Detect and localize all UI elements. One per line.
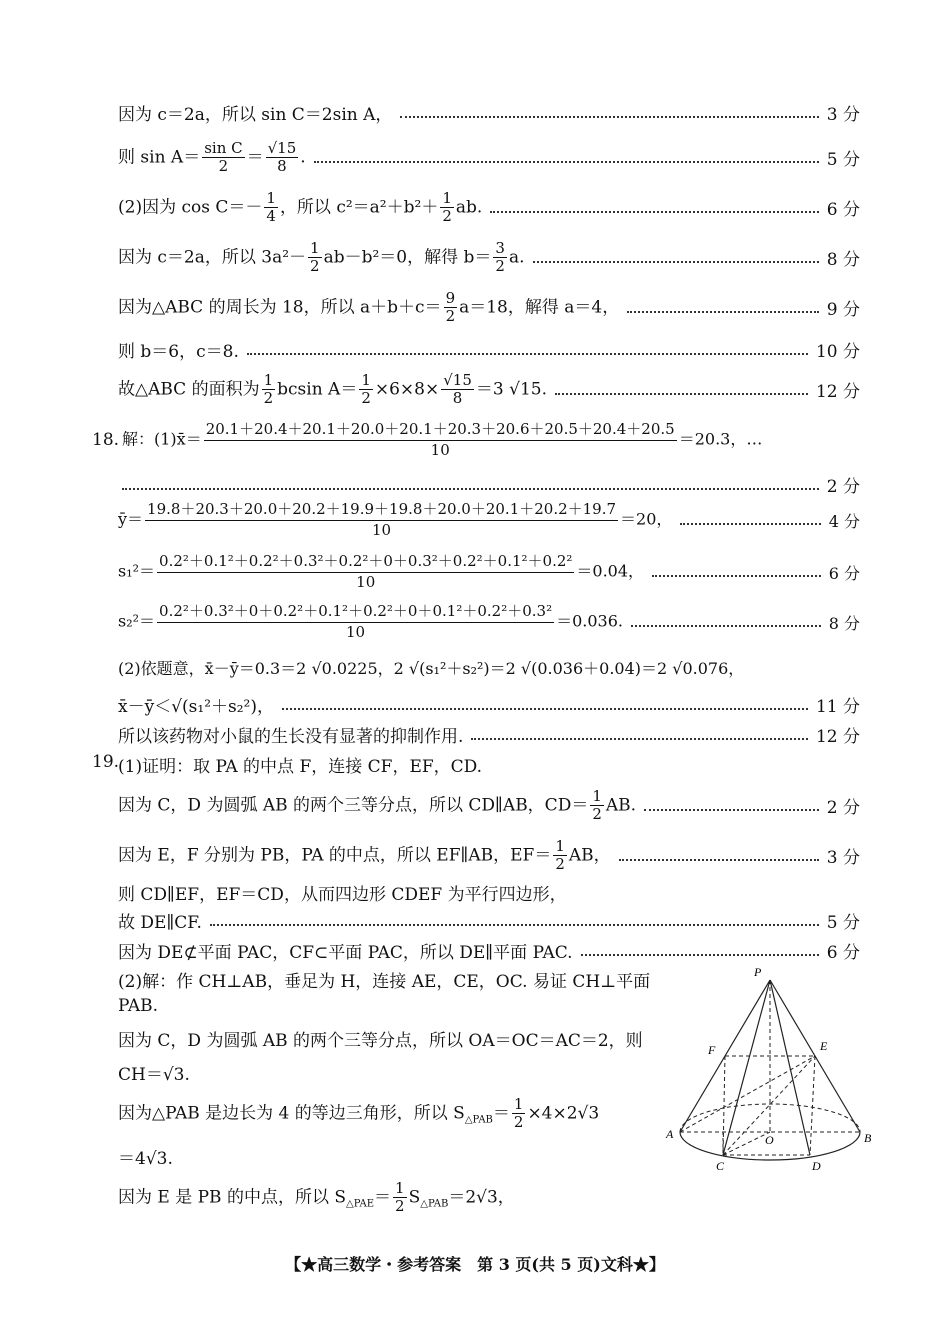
fraction: $\frac{1}{2}$: [592, 787, 602, 824]
answer-line: 因为 DE⊄平面 PAC，CF⊂平面 PAC，所以 DE∥平面 PAC. 6 分: [118, 938, 860, 963]
answer-line: 因为 C，D 为圆弧 AB 的两个三等分点，所以 OA＝OC＝AC＝2，则: [118, 1031, 643, 1051]
dot-leader: [122, 488, 819, 490]
answer-line: 因为△ABC 的周长为 18，所以 a＋b＋c＝ $\frac{9}{2}$ a＝18，解得 a＝4， 9 分: [118, 289, 860, 326]
edge-PC: [723, 980, 770, 1155]
answer-line: CH＝√3.: [118, 1065, 190, 1085]
answer-line: 故△ABC 的面积为 $\frac{1}{2}$ bcsin A＝ $\frac{1}{2}$ ×6×8× $\frac{√15}{8}$ ＝3 √15. 12 分: [118, 371, 860, 408]
answer-line: s₁²＝ $\frac{\text{0.2²＋0.1²＋0.2²＋0.3²＋0.2²＋0＋0.3²＋0.2²＋0.1²＋0.2²}}{10}$ ＝0.04， 6 分: [118, 552, 860, 591]
answer-line: [118, 100, 860, 125]
score: 6 分: [826, 200, 860, 221]
dot-leader: [631, 625, 821, 627]
dot-leader: [581, 954, 819, 956]
score: 8 分: [828, 613, 860, 633]
answer-line: 因为 E，F 分别为 PB，PA 的中点，所以 EF∥AB，EF＝ $\frac{1}{2}$ AB， 3 分: [118, 837, 860, 874]
cone-diagram: [660, 962, 880, 1182]
fraction: $\frac{9}{2}$: [445, 289, 456, 326]
segment-ED: [810, 1056, 815, 1155]
label-O: O: [765, 1133, 774, 1147]
label-P: P: [754, 965, 762, 979]
score: 12 分: [815, 727, 860, 747]
fraction: $\frac{1}{2}$: [263, 371, 274, 408]
fraction: $\frac{1}{2}$: [310, 239, 320, 276]
page-footer: 【★高三数学・参考答案 第 3 页(共 5 页)文科★】: [285, 1255, 665, 1274]
score: 10 分: [815, 342, 860, 362]
dot-leader: [644, 809, 819, 811]
score: 3 分: [826, 105, 860, 125]
fraction: $\frac{19.8+20.3+20.0+20.2+19.9+19.8+20.0+20.1+20.2+19.7}{10}$: [147, 500, 617, 539]
cone-figure: [660, 962, 880, 1182]
answer-line: x̄－ȳ＜√(s₁²＋s₂²)， 11 分: [118, 692, 860, 717]
question-number: 19.: [92, 752, 120, 772]
fraction: $\frac{1}{4}$: [266, 189, 276, 226]
score: 2 分: [826, 477, 860, 497]
fraction: $\frac{1}{2}$: [442, 189, 452, 226]
fraction: $\frac{\text{0.2²＋0.1²＋0.2²＋0.3²＋0.2²＋0＋0.3²＋0.2²＋0.1²＋0.2²}}{10}$: [159, 552, 573, 591]
dot-leader: [533, 261, 819, 263]
score: 5 分: [826, 913, 860, 933]
answer-line: 因为 c＝2a，所以 3a²－ $\frac{1}{2}$ ab－b²＝0，解得 b＝ $\frac{3}{2}$ a. 8 分: [118, 239, 860, 276]
fraction: $\frac{3}{2}$: [495, 239, 505, 276]
answer-line: 因为 E 是 PB 的中点，所以 $S_{\triangle PAE}=$ $\frac{1}{2}$ $S_{\triangle PAB}=2√3$，: [118, 1179, 515, 1216]
answer-line: 因为△PAB 是边长为 4 的等边三角形，所以 $S_{\triangle PAB}=$ $\frac{1}{2}$ ×4×2√3: [118, 1095, 600, 1132]
fraction: $\frac{1}{2}$: [513, 1095, 524, 1132]
answer-line: 所以该药物对小鼠的生长没有显著的抑制作用. 12 分: [118, 722, 860, 747]
answer-line: 则 b＝6，c＝8. 10 分: [118, 337, 860, 362]
fraction: $\frac{20.1+20.4+20.1+20.0+20.1+20.3+20.6+20.5+20.4+20.5}{10}$: [205, 420, 675, 459]
dot-leader: [619, 859, 819, 861]
answer-line: 则 sin A＝ $\frac{\text{sin C}}{2}$ ＝ $\frac{√15}{8}$ . 5 分: [118, 139, 860, 176]
score: 3 分: [826, 848, 860, 869]
fraction: $\frac{1}{2}$: [361, 371, 371, 408]
dot-leader: [247, 353, 808, 355]
label-E: E: [820, 1039, 828, 1053]
dot-leader: [652, 575, 821, 577]
score: 12 分: [815, 382, 860, 403]
dot-leader: [314, 161, 819, 163]
score: 8 分: [826, 250, 860, 271]
answer-line: 解：(1)x̄＝ $\frac{20.1+20.4+20.1+20.0+20.1+20.3+20.6+20.5+20.4+20.5}{10}$ ＝20.3，…: [122, 420, 763, 459]
fraction: $\frac{\text{0.2²＋0.3²＋0＋0.2²＋0.1²＋0.2²＋0＋0.1²＋0.2²＋0.3²}}{10}$: [159, 602, 553, 641]
label-B: B: [864, 1131, 872, 1145]
answer-line: (2)解：作 CH⊥AB，垂足为 H，连接 AE，CE，OC. 易证 CH⊥平面: [118, 972, 651, 992]
answer-line: 则 CD∥EF，EF＝CD，从而四边形 CDEF 为平行四边形，: [118, 885, 567, 905]
answer-line: 故 DE∥CF. 5 分: [118, 908, 860, 933]
dot-leader: [680, 523, 820, 525]
answer-line: 因为 C，D 为圆弧 AB 的两个三等分点，所以 CD∥AB，CD＝ $\frac{1}{2}$ AB. 2 分: [118, 787, 860, 824]
score: 11 分: [815, 697, 860, 717]
dot-leader: [627, 311, 819, 313]
dot-leader: [400, 116, 818, 118]
answer-line: (2)因为 cos C＝－ $\frac{1}{4}$ ，所以 c²＝a²＋b²＋ $\frac{1}{2}$ ab. 6 分: [118, 189, 860, 226]
dot-leader: [210, 924, 819, 926]
answer-line: ȳ＝ $\frac{19.8+20.3+20.0+20.2+19.9+19.8+20.0+20.1+20.2+19.7}{10}$ ＝20， 4 分: [118, 500, 860, 539]
label-C: C: [716, 1159, 725, 1173]
label-F: F: [708, 1043, 716, 1057]
question-number: 18.: [92, 430, 120, 450]
fraction: $\frac{1}{2}$: [395, 1179, 405, 1216]
label-A: A: [666, 1127, 674, 1141]
answer-line: ＝4√3.: [118, 1149, 173, 1169]
answer-line: (1)证明：取 PA 的中点 F，连接 CF，EF，CD.: [118, 757, 483, 777]
score: 5 分: [826, 150, 860, 171]
fraction: $\frac{√15}{8}$: [443, 371, 472, 408]
score: 6 分: [828, 563, 860, 583]
answer-line: s₂²＝ $\frac{\text{0.2²＋0.3²＋0＋0.2²＋0.1²＋0.2²＋0＋0.1²＋0.2²＋0.3²}}{10}$ ＝0.036. 8 分: [118, 602, 860, 641]
dot-leader: [555, 393, 808, 395]
score: 9 分: [826, 300, 860, 321]
score: 4 分: [828, 511, 860, 531]
segment-OC: [723, 1132, 770, 1155]
answer-line: (2)依题意，x̄－ȳ＝0.3＝2 √0.0225，2 √(s₁²＋s₂²)＝2 √(0.036＋0.04)＝2 √0.076，: [118, 659, 745, 678]
answer-line: [122, 472, 860, 497]
line-text: 因为 c＝2a，所以 sin C＝2sin A，: [118, 105, 393, 125]
fraction: $\frac{\text{sin C}}{2}$: [204, 139, 243, 176]
segment-AE: [680, 1056, 815, 1132]
fraction: $\frac{√15}{8}$: [267, 139, 297, 176]
dot-leader: [282, 708, 808, 710]
score: 6 分: [826, 943, 860, 963]
dot-leader: [490, 211, 818, 213]
dot-leader: [471, 738, 808, 740]
text: 则 sin A＝: [118, 147, 201, 168]
fraction: $\frac{1}{2}$: [555, 837, 565, 874]
answer-line: PAB.: [118, 996, 159, 1016]
label-D: D: [812, 1159, 821, 1173]
score: 2 分: [826, 798, 860, 819]
